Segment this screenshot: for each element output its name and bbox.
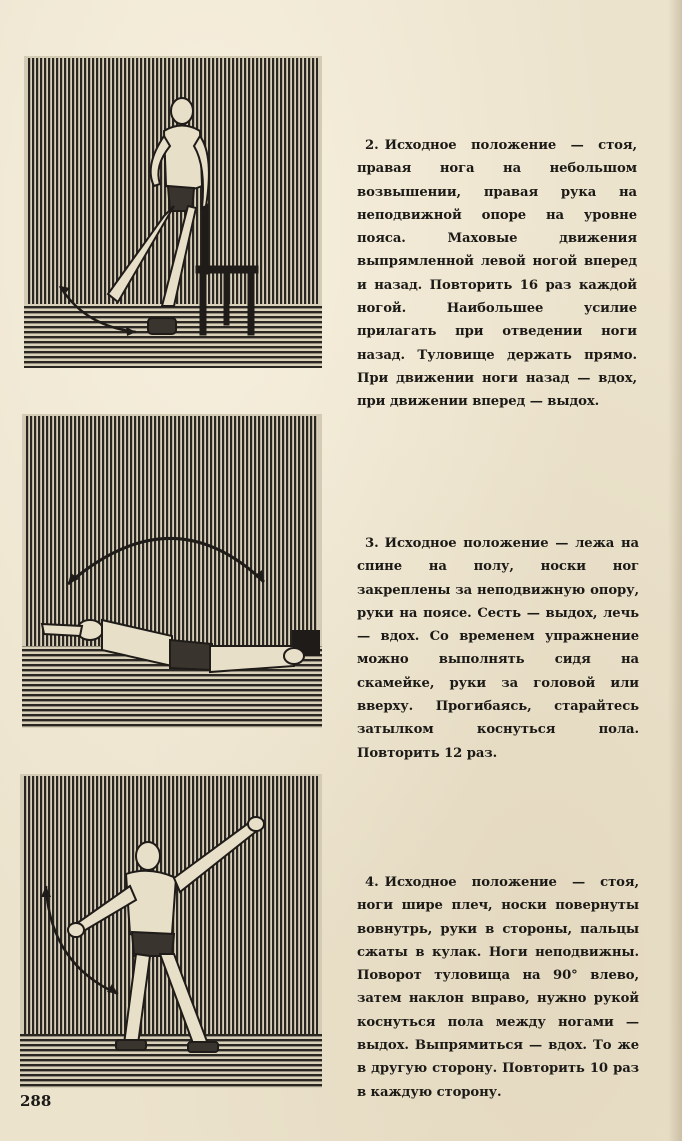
exercise-4-text: [357, 871, 639, 1104]
exercise-2-description: Исходное положение — стоя, правая нога на небольшом возвышении, правая рука на неподвижной опоре на уровне пояса. Маховые движения выпрямленной левой ногой вперед и назад. Повторить 16 раз каждой ногой. Наибольшее усилие прилагать при отведении ноги назад. Туловище держать прямо. При движении ноги назад — вдох, при движении вперед — выдох.: [357, 138, 637, 410]
exercise-4-description: Исходное положение — стоя, ноги шире плеч, носки повернуты вовнутрь, руки в стороны, пальцы сжаты в кулак. Ноги неподвижны. Поворот туловища на 90° влево, затем наклон вправо, нужно рукой коснуться пола между ногами — выдох. Выпрямиться — вдох. То же в другую сторону. Повторить 10 раз в каждую сторону.: [357, 875, 639, 1100]
exercise-3-text: [357, 532, 639, 765]
exercise-2-number: 2.: [365, 138, 379, 153]
torso-twist-illustration: [20, 774, 322, 1088]
exercise-3-description: Исходное положение — лежа на спине на полу, носки ног закреплены за неподвижную опору, руки на поясе. Сесть — выдох, лечь — вдох. Со временем упражнение можно выполнять сидя на скамейке, руки за головой или вверху. Прогибаясь, старайтесь затылком коснуться пола. Повторить 12 раз.: [357, 536, 639, 761]
page-number: 288: [20, 1092, 52, 1110]
page-edge-shadow: [668, 0, 682, 1141]
leg-swing-illustration: [24, 56, 322, 368]
exercise-3-illustration: [22, 414, 322, 728]
exercise-4-illustration: [20, 774, 322, 1088]
exercise-2-illustration: [24, 56, 322, 368]
exercise-2-text: [357, 134, 637, 414]
exercise-3-number: 3.: [365, 536, 379, 551]
sit-up-illustration: [22, 414, 322, 728]
exercise-4-number: 4.: [365, 875, 379, 890]
